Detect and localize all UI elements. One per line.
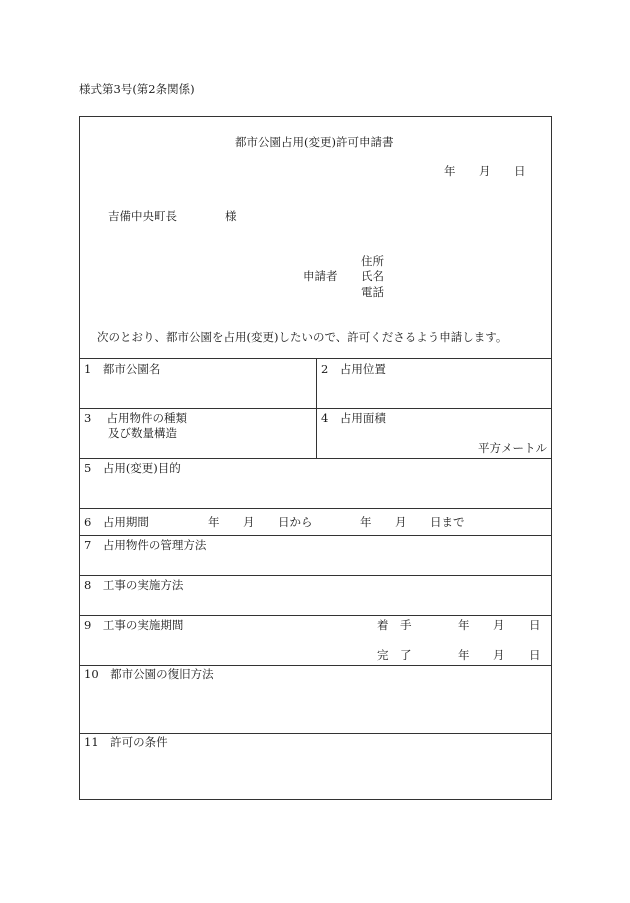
row-divider: [79, 665, 552, 666]
field-construction-period: 9 工事の実施期間: [84, 618, 184, 632]
row-divider: [79, 535, 552, 536]
start-year: 年: [458, 618, 470, 632]
field-objects-line2: 及び数量構造: [108, 426, 177, 440]
start-month: 月: [493, 618, 505, 632]
end-day: 日: [529, 648, 541, 662]
field-objects: 3 占用物件の種類: [84, 411, 187, 425]
row-divider: [79, 575, 552, 576]
row-divider: [79, 733, 552, 734]
end-year: 年: [458, 648, 470, 662]
applicant-name-label: 氏名: [361, 269, 384, 283]
date-day: 日: [514, 164, 526, 178]
applicant-label: 申請者: [303, 269, 338, 283]
field-management: 7 占用物件の管理方法: [84, 538, 207, 552]
end-month: 月: [493, 648, 505, 662]
field-park-name: 1 都市公園名: [84, 362, 161, 376]
date-month: 月: [479, 164, 491, 178]
row-divider: [79, 458, 552, 459]
period-from-day: 日から: [278, 515, 313, 529]
field-restoration: 10 都市公園の復旧方法: [84, 667, 214, 681]
period-to-day: 日まで: [430, 515, 465, 529]
period-from-year: 年: [208, 515, 220, 529]
applicant-address-label: 住所: [361, 254, 384, 268]
field-conditions: 11 許可の条件: [84, 735, 168, 749]
field-area: 4 占用面積: [321, 411, 386, 425]
start-label: 着 手: [377, 618, 412, 632]
form-title: 都市公園占用(変更)許可申請書: [235, 135, 394, 149]
area-unit: 平方メートル: [478, 441, 547, 455]
addressee: 吉備中央町長: [108, 209, 177, 223]
honorific: 様: [225, 209, 237, 223]
start-day: 日: [529, 618, 541, 632]
field-period: 6 占用期間: [84, 515, 149, 529]
applicant-phone-label: 電話: [361, 285, 384, 299]
period-from-month: 月: [243, 515, 255, 529]
row-divider: [79, 508, 552, 509]
end-label: 完 了: [377, 648, 412, 662]
period-to-month: 月: [395, 515, 407, 529]
form-number: 様式第3号(第2条関係): [79, 82, 195, 96]
period-to-year: 年: [360, 515, 372, 529]
field-location: 2 占用位置: [321, 362, 386, 376]
row-divider: [79, 615, 552, 616]
request-text: 次のとおり、都市公園を占用(変更)したいので、許可くださるよう申請します。: [97, 330, 508, 344]
date-year: 年: [444, 164, 456, 178]
row-divider: [79, 408, 552, 409]
field-purpose: 5 占用(変更)目的: [84, 461, 181, 475]
field-construction-method: 8 工事の実施方法: [84, 578, 184, 592]
